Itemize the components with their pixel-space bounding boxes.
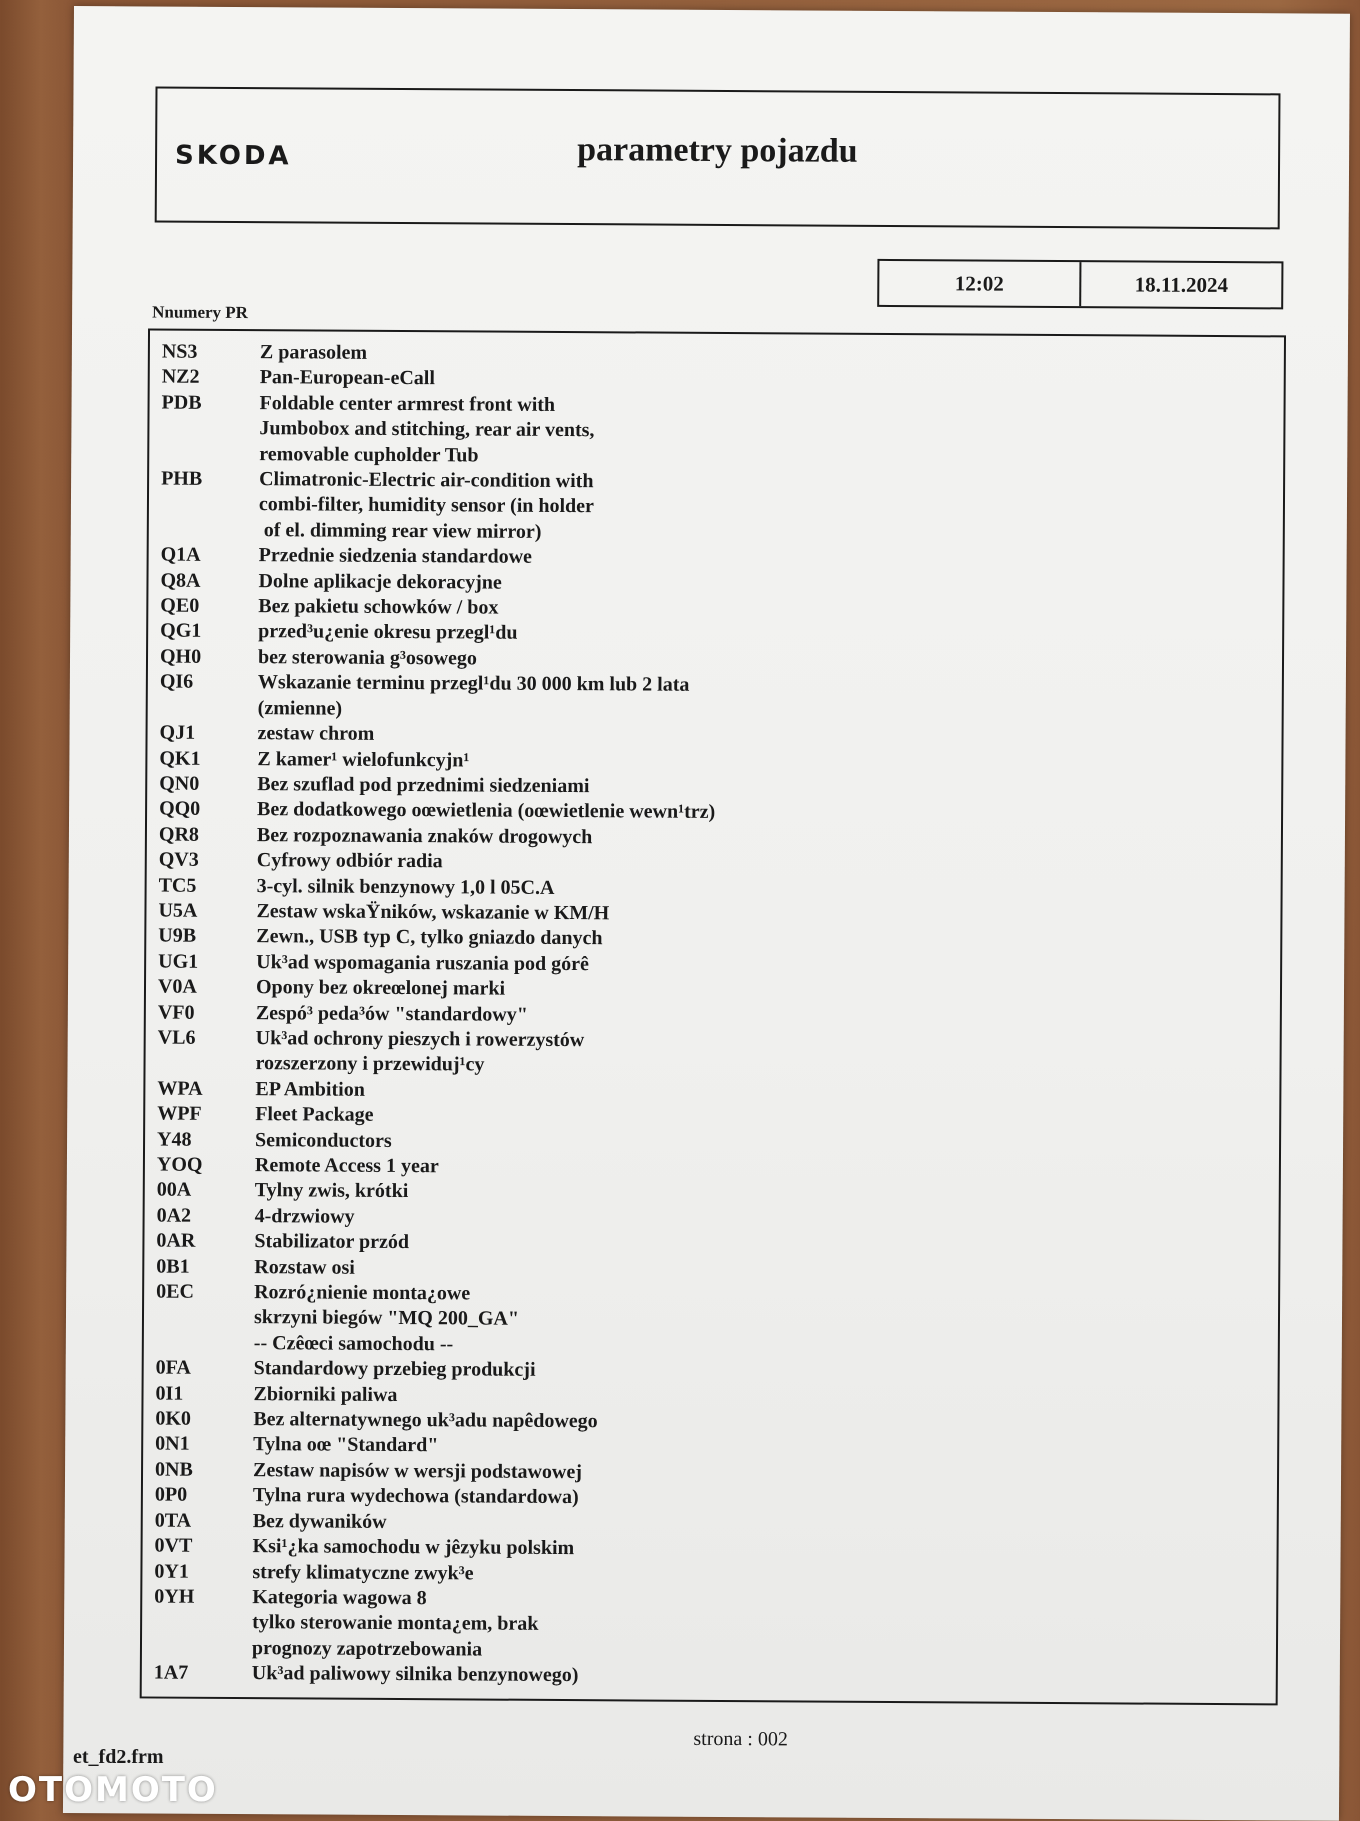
description-line: rozszerzony i przewiduj¹cy (255, 1052, 485, 1076)
pr-code: NS3 (161, 340, 198, 363)
page-title: parametry pojazdu (577, 131, 858, 170)
description-line: Standardowy przebieg produkcji (253, 1357, 536, 1382)
description-line: (zmienne) (257, 696, 343, 720)
description-line: bez sterowania g³osowego (257, 646, 478, 670)
pr-code: 0I1 (155, 1382, 184, 1405)
pr-code: NZ2 (161, 365, 200, 389)
description-line: -- Czêœci samochodu -- (253, 1331, 454, 1356)
description-line: Uk³ad wspomagania ruszania pod górê (256, 950, 589, 975)
description-line: Wskazanie terminu przegl¹du 30 000 km lub 2 lata (257, 671, 690, 697)
description-line: Z kamer¹ wielofunkcyjn¹ (257, 747, 470, 771)
description-line: Semiconductors (255, 1128, 392, 1152)
skoda-logo: SKODA (174, 140, 292, 172)
description-line: Climatronic-Electric air-condition with (259, 468, 594, 493)
description-line: Tylna rura wydechowa (standardowa) (252, 1484, 579, 1509)
description-line: Bez szuflad pod przednimi siedzeniami (257, 773, 590, 798)
description-line: Bez alternatywnego uk³adu napêdowego (253, 1408, 598, 1433)
pr-code: QQ0 (159, 797, 201, 821)
pr-code: 0NB (154, 1458, 193, 1481)
pr-code: 0Y1 (154, 1560, 189, 1583)
pr-code: 0N1 (155, 1432, 190, 1456)
description-line: skrzyni biegów "MQ 200_GA" (253, 1306, 520, 1331)
list-item (160, 670, 1282, 728)
pr-code: QG1 (160, 620, 202, 643)
pr-code: WPA (157, 1077, 203, 1100)
description-line: Bez pakietu schowków / box (258, 595, 499, 619)
description-line: Fleet Package (255, 1103, 374, 1127)
pr-description (259, 391, 1283, 473)
pr-code: 0FA (155, 1356, 191, 1379)
pr-code: 1A7 (153, 1661, 189, 1684)
description-line: Kategoria wagowa 8 (252, 1586, 427, 1610)
date-value: 18.11.2024 (1079, 262, 1281, 307)
pr-code: 0A2 (156, 1204, 192, 1227)
pr-code: Q1A (160, 543, 201, 567)
pr-code: QJ1 (159, 721, 196, 744)
pr-code: QV3 (158, 848, 199, 871)
list-item (161, 390, 1283, 473)
description-line: Bez dywaników (252, 1509, 387, 1533)
description-line: Opony bez okreœlonej marki (255, 976, 506, 1000)
description-line: Pan-European-eCall (259, 366, 436, 390)
description-line: combi-filter, humidity sensor (in holder (258, 493, 595, 518)
description-line: 4-drzwiowy (254, 1204, 355, 1228)
header-box (155, 86, 1281, 229)
pr-code: QR8 (158, 823, 200, 846)
description-line: Cyfrowy odbiór radia (256, 849, 443, 873)
description-line: Zewn., USB typ C, tylko gniazdo danych (256, 925, 603, 950)
description-line: Bez dodatkowego oœwietlenia (oœwietlenie wewn¹trz) (257, 798, 716, 824)
pr-description (259, 467, 1283, 549)
description-line: Zespó³ peda³ów "standardowy" (255, 1001, 528, 1026)
pr-code: Y48 (157, 1128, 192, 1151)
pr-code: VL6 (157, 1026, 196, 1049)
page-number: strona : 002 (693, 1727, 788, 1751)
description-line: Z parasolem (259, 341, 368, 364)
pr-code: TC5 (158, 874, 197, 897)
pr-code: 0P0 (154, 1483, 188, 1506)
description-line: Rozstaw osi (254, 1255, 355, 1279)
description-line: Zestaw wskaŸników, wskazanie w KM/H (256, 900, 610, 925)
pr-code: YOQ (156, 1153, 203, 1176)
datetime-box (877, 259, 1283, 309)
form-id: et_fd2.frm (73, 1746, 164, 1768)
list-item (157, 1025, 1279, 1083)
description-line: Tylna oœ "Standard" (253, 1433, 439, 1457)
description-line: Zbiorniki paliwa (253, 1382, 398, 1406)
pr-code: 0YH (154, 1585, 195, 1608)
pr-code: VF0 (157, 1001, 195, 1024)
list-item (161, 467, 1283, 550)
description-line: EP Ambition (255, 1077, 365, 1101)
description-line: 3-cyl. silnik benzynowy 1,0 l 05C.A (256, 874, 555, 899)
description-line: Zestaw napisów w wersji podstawowej (252, 1458, 583, 1484)
pr-code: PDB (161, 391, 202, 414)
pr-code: PHB (161, 467, 203, 490)
description-line: zestaw chrom (257, 722, 375, 745)
description-line: strefy klimatyczne zwyk³e (252, 1560, 474, 1584)
description-line: Jumbobox and stitching, rear air vents, (259, 417, 595, 442)
pr-code: V0A (157, 975, 197, 998)
pr-code: QN0 (159, 772, 200, 795)
description-line: Przednie siedzenia standardowe (258, 544, 533, 569)
pr-description (255, 1026, 1279, 1083)
pr-code: 0K0 (155, 1407, 192, 1430)
pr-description (254, 1280, 1278, 1362)
description-line: Bez rozpoznawania znaków drogowych (256, 823, 593, 848)
description-line: Foldable center armrest front with (259, 391, 556, 416)
description-line: Remote Access 1 year (254, 1154, 439, 1178)
pr-code: 0EC (156, 1280, 195, 1303)
description-line: Stabilizator przód (254, 1230, 410, 1254)
pr-code: 00A (156, 1178, 192, 1202)
description-line: Rozró¿nienie monta¿owe (254, 1281, 471, 1305)
pr-code: UG1 (158, 950, 199, 973)
description-line: removable cupholder Tub (259, 442, 479, 467)
list-item (154, 1584, 1276, 1667)
description-line: Dolne aplikacje dekoracyjne (258, 569, 502, 594)
watermark-logo: OTOMOTO (8, 1770, 218, 1810)
pr-code: U9B (158, 924, 197, 948)
description-line: Tylny zwis, krótki (254, 1179, 409, 1203)
pr-description (252, 1661, 1276, 1693)
pr-code: Q8A (160, 569, 201, 592)
pr-code: 0B1 (156, 1255, 190, 1278)
description-line: przed³u¿enie okresu przegl¹du (258, 620, 518, 645)
pr-code: 0VT (154, 1534, 193, 1557)
pr-code: QI6 (159, 670, 194, 694)
section-label: Nnumery PR (152, 302, 249, 323)
pr-code: WPF (157, 1102, 202, 1125)
description-line: Ksi¹¿ka samochodu w jêzyku polskim (252, 1535, 575, 1560)
pr-description (258, 670, 1282, 727)
description-line: of el. dimming rear view mirror) (258, 518, 542, 543)
pr-code: QK1 (159, 747, 201, 770)
pr-code: 0AR (156, 1229, 196, 1252)
pr-code-list (140, 328, 1286, 1705)
pr-code: QH0 (159, 645, 202, 668)
description-line: Uk³ad ochrony pieszych i rowerzystów (255, 1027, 585, 1052)
pr-code: 0TA (154, 1509, 192, 1532)
pr-code: QE0 (160, 594, 200, 617)
list-item (156, 1280, 1278, 1363)
pr-code: U5A (158, 899, 198, 922)
description-line: tylko sterowanie monta¿em, brak (252, 1611, 539, 1636)
description-line: prognozy zapotrzebowania (251, 1636, 483, 1661)
time-value: 12:02 (954, 270, 1004, 296)
description-line: Uk³ad paliwowy silnika benzynowego) (251, 1662, 579, 1687)
pr-description (252, 1585, 1276, 1667)
document-sheet (63, 6, 1350, 1821)
